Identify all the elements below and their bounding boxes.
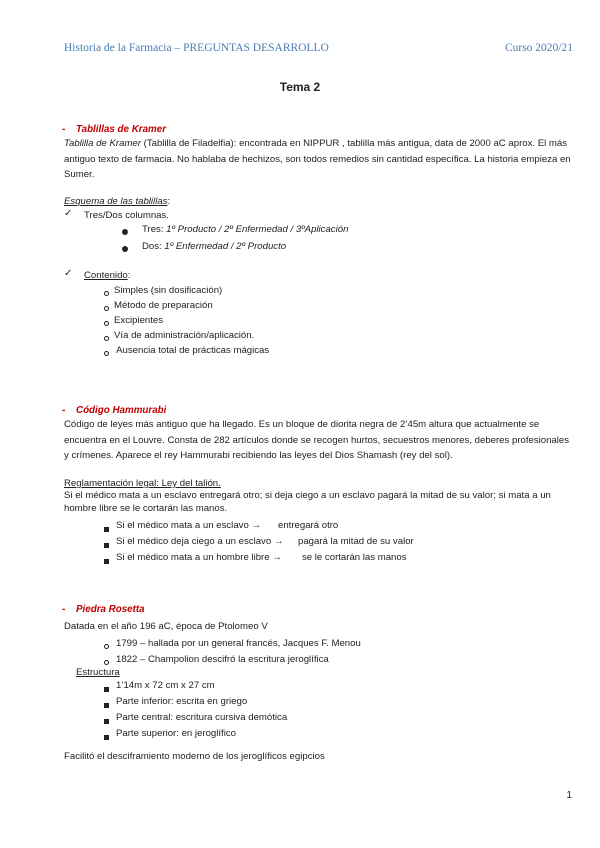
circle-bullet-icon <box>104 302 109 315</box>
content-item: Excipientes <box>114 315 164 326</box>
rosetta-dated: Datada en el año 196 aC, época de Ptolomeo V <box>64 621 268 632</box>
content-item: Ausencia total de prácticas mágicas <box>114 345 270 356</box>
rule-condition: Si el médico mata a un hombre libre → <box>116 552 282 563</box>
event-item: 1822 – Champolion descifró la escritura jeroglífica <box>116 654 329 665</box>
content-item: Método de preparación <box>114 300 213 311</box>
schema-label: Esquema de las tablillas: <box>64 196 171 207</box>
column-item: Tres: 1º Producto / 2º Enfermedad / 3ºAplicación <box>142 224 349 235</box>
kramer-paragraph-lead: Tablilla de Kramer <box>64 138 141 149</box>
square-bullet-icon <box>104 715 109 728</box>
bullet-icon <box>122 226 128 239</box>
square-bullet-icon <box>104 555 109 568</box>
rule-condition: Si el médico deja ciego a un esclavo → <box>116 536 284 547</box>
structure-item: Parte central: escritura cursiva demótica <box>116 712 288 723</box>
square-bullet-icon <box>104 731 109 744</box>
circle-bullet-icon <box>104 332 109 345</box>
rosetta-closing: Facilitó el desciframiento moderno de los jeroglíficos egipcios <box>64 751 325 762</box>
kramer-paragraph-text: (Tablilla de Filadelfia): encontrada en NIPPUR , tablilla más antigua, data de 2000 aC aprox. El más antiguo texto de farmacia. No hablaba de hechizos, son todos remedios sin cantidad específica. La historia empieza en Sumer. <box>64 138 571 181</box>
check-icon: ✓ <box>64 268 73 279</box>
section-title-kramer: Tablillas de Kramer <box>76 124 167 135</box>
rule-result: entregará otro <box>278 520 339 531</box>
section-dash: - <box>62 405 66 416</box>
legal-text: Si el médico mata a un esclavo entregará otro; si deja ciego a un esclavo pagará la mitad de su valor; si mata a un hombre libre se le cortarán las manos. <box>64 490 551 514</box>
columns-label: Tres/Dos columnas. <box>84 210 169 221</box>
structure-item: 1’14m x 72 cm x 27 cm <box>116 680 215 691</box>
check-icon: ✓ <box>64 208 73 219</box>
structure-label: Estructura <box>76 667 120 678</box>
square-bullet-icon <box>104 539 109 552</box>
square-bullet-icon <box>104 699 109 712</box>
content-item: Vía de administración/aplicación. <box>114 330 255 341</box>
circle-bullet-icon <box>104 317 109 330</box>
square-bullet-icon <box>104 683 109 696</box>
rule-result: se le cortarán las manos <box>302 552 407 563</box>
rule-result: pagará la mitad de su valor <box>298 536 414 547</box>
rule-condition: Si el médico mata a un esclavo → <box>116 520 262 531</box>
circle-bullet-icon <box>104 287 109 300</box>
circle-bullet-icon <box>104 640 109 653</box>
event-item: 1799 – hallada por un general francés, Jacques F. Menou <box>116 638 361 649</box>
section-title-hammurabi: Código Hammurabi <box>76 405 167 416</box>
header-title: Historia de la Farmacia – PREGUNTAS DESARROLLO <box>64 42 329 54</box>
section-dash: - <box>62 124 66 135</box>
circle-bullet-icon <box>104 347 109 360</box>
page-title: Tema 2 <box>279 80 321 94</box>
hammurabi-paragraph: Código de leyes más antiguo que ha llegado. Es un bloque de diorita negra de 2’45m altura que actualmente se encuentra en el Louvre. Consta de 282 artículos donde se recogen hurtos, secuestros menores, deberes profesionales y crímenes. Aparece el rey Hammurabi recibiendo las leyes del Dios Shamash (rey del sol). <box>64 419 570 462</box>
content-item: Simples (sin dosificación) <box>114 285 223 296</box>
content-label: Contenido: <box>84 270 131 281</box>
column-item: Dos: 1º Enfermedad / 2º Producto <box>142 241 287 252</box>
square-bullet-icon <box>104 523 109 536</box>
bullet-icon <box>122 243 128 256</box>
structure-item: Parte superior: en jeroglífico <box>116 728 236 739</box>
structure-item: Parte inferior: escrita en griego <box>116 696 248 707</box>
page-number: 1 <box>566 790 572 801</box>
header-course: Curso 2020/21 <box>504 42 573 54</box>
section-dash: - <box>62 604 66 615</box>
section-title-rosetta: Piedra Rosetta <box>76 604 145 615</box>
legal-label: Reglamentación legal: Ley del talión. <box>64 478 221 489</box>
kramer-paragraph <box>64 136 576 183</box>
